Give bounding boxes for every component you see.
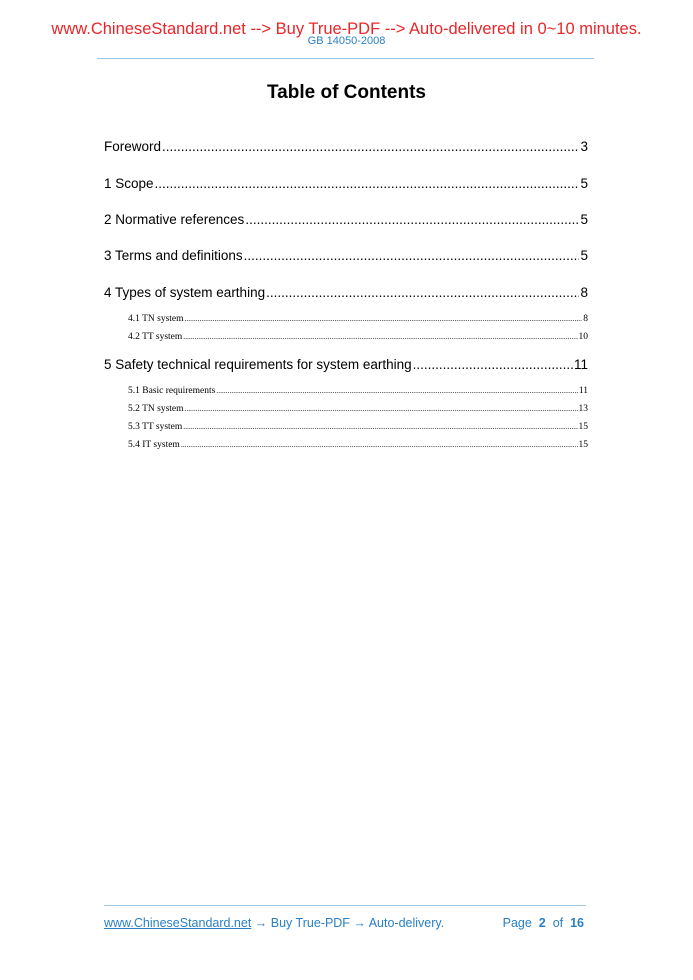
toc-entry-page: 5 — [580, 248, 588, 263]
toc-entry-5-2-tn-system[interactable] — [128, 404, 588, 414]
toc-entry-label: 2 Normative references — [104, 212, 245, 227]
footer-site-link[interactable]: www.ChineseStandard.net — [104, 916, 252, 930]
toc-entry-label: 5.2 TN system — [128, 404, 184, 414]
toc-entry-label: Foreword — [104, 139, 162, 154]
toc-leader-dots — [216, 386, 578, 395]
toc-entry-5-3-tt-system[interactable] — [128, 422, 588, 432]
toc-entry-normative-references[interactable] — [104, 212, 588, 227]
toc-leader-dots — [183, 422, 577, 431]
toc-entry-label: 1 Scope — [104, 176, 154, 191]
toc-leader-dots — [266, 285, 579, 300]
footer-tagline: → Buy True-PDF → Auto-delivery. — [251, 916, 445, 930]
toc-entry-page: 15 — [578, 440, 588, 450]
toc-leader-dots — [183, 332, 577, 341]
toc-entry-page: 11 — [573, 357, 588, 372]
toc-entry-page: 13 — [578, 404, 588, 414]
current-page-number: 2 — [538, 916, 546, 930]
toc-entry-page: 5 — [580, 176, 588, 191]
page-footer — [104, 916, 586, 932]
toc-leader-dots — [185, 314, 583, 323]
toc-entry-scope[interactable] — [104, 176, 588, 191]
toc-entry-label: 5.3 TT system — [128, 422, 183, 432]
toc-entry-page: 5 — [580, 212, 588, 227]
toc-entry-page: 15 — [578, 422, 588, 432]
header-banner[interactable]: www.ChineseStandard.net --> Buy True-PDF --> Auto-delivered in 0~10 minutes. — [51, 20, 642, 38]
toc-leader-dots — [244, 248, 580, 263]
toc-leader-dots — [181, 440, 578, 449]
header-divider — [97, 58, 594, 59]
toc-entry-label: 5.4 IT system — [128, 440, 180, 450]
of-word: of — [552, 916, 564, 930]
toc-entry-page: 11 — [578, 386, 588, 396]
page-indicator — [503, 916, 584, 930]
toc-title: Table of Contents — [266, 82, 427, 103]
toc-entry-label: 3 Terms and definitions — [104, 248, 243, 263]
toc-entry-4-1-tn-system[interactable] — [128, 314, 588, 324]
toc-entry-page: 8 — [580, 285, 588, 300]
toc-entry-page: 10 — [578, 332, 588, 342]
toc-leader-dots — [155, 176, 580, 191]
toc-entry-label: 4.2 TT system — [128, 332, 183, 342]
toc-entry-label: 4.1 TN system — [128, 314, 184, 324]
toc-entry-types-of-system-earthing[interactable] — [104, 285, 588, 300]
total-page-count: 16 — [570, 916, 584, 930]
toc-entry-terms-and-definitions[interactable] — [104, 248, 588, 263]
toc-leader-dots — [185, 404, 578, 413]
footer-promo — [104, 916, 444, 930]
toc-entry-5-4-it-system[interactable] — [128, 440, 588, 450]
document-code: GB 14050-2008 — [307, 35, 386, 47]
toc-entry-4-2-tt-system[interactable] — [128, 332, 588, 342]
toc-leader-dots — [413, 357, 573, 372]
toc-entry-page: 8 — [583, 314, 588, 324]
toc-entry-5-1-basic-requirements[interactable] — [128, 386, 588, 396]
toc-entry-foreword[interactable] — [104, 139, 588, 154]
page-word: Page — [502, 916, 532, 930]
toc-entry-label: 5 Safety technical requirements for system earthing — [104, 357, 412, 372]
toc-leader-dots — [162, 139, 579, 154]
toc-leader-dots — [245, 212, 579, 227]
toc-entry-label: 4 Types of system earthing — [104, 285, 266, 300]
toc-entry-page: 3 — [580, 139, 588, 154]
toc-entry-label: 5.1 Basic requirements — [128, 386, 216, 396]
toc-entry-safety-technical-requirements[interactable] — [104, 357, 588, 372]
footer-divider — [104, 905, 586, 906]
